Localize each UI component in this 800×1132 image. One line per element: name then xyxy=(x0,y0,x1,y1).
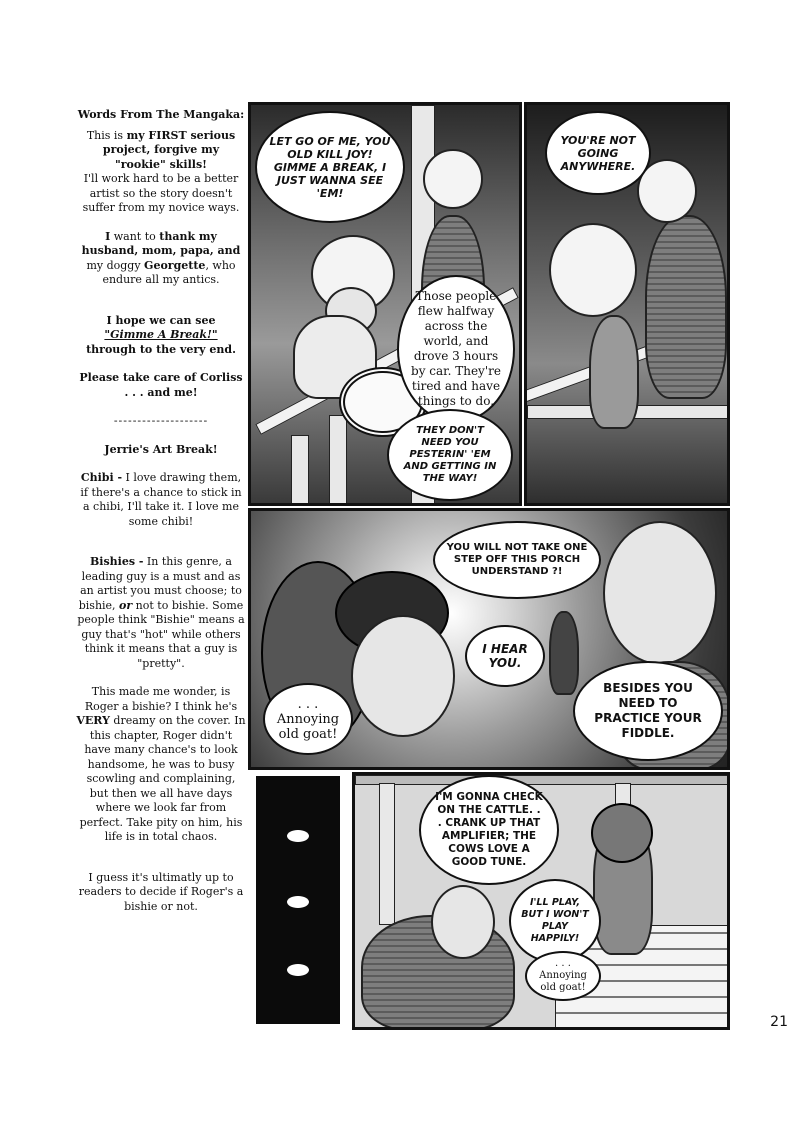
bubble-annoying-2-text: . . . Annoying old goat! xyxy=(539,958,587,993)
bubble-let-go-text: LET GO OF ME, YOU OLD KILL JOY! GIMME A BREAK, I JUST WANNA SEE 'EM! xyxy=(269,134,391,200)
thanks-mid2: my doggy xyxy=(86,258,145,272)
chibi-text: I love drawing them, if there's a chance to stick in a chibi, I'll take it. I love me some chibi! xyxy=(80,471,242,528)
bishies-text1: In this genre, a leading guy is a must and as an artist you must choose; to bishie, xyxy=(78,555,242,612)
thanks-bold2: Georgette xyxy=(144,258,206,272)
baluster xyxy=(329,415,347,506)
girl-curly-hair xyxy=(549,223,637,317)
bishies-or: or xyxy=(119,598,133,612)
wonder-very: VERY xyxy=(76,714,110,727)
bubble-those-people xyxy=(397,275,515,423)
bubble-fiddle xyxy=(573,661,723,761)
grandpa-figure xyxy=(645,215,727,399)
bubble-hear-you xyxy=(465,625,545,687)
baluster xyxy=(291,435,309,506)
chibi-label: Chibi - xyxy=(80,471,123,484)
notes-guess: I guess it's ultimatly up to readers to decide if Roger's a bishie or not. xyxy=(78,870,244,913)
notes-chibi xyxy=(76,471,246,529)
notes-wonder xyxy=(76,685,246,845)
mangaka-notes xyxy=(76,108,246,928)
notes-heading: Words From The Mangaka: xyxy=(77,108,245,121)
hope-bold: I hope we can see xyxy=(106,313,216,327)
panel-4 xyxy=(352,772,730,1030)
ellipsis-dot xyxy=(287,964,309,976)
chibi-girl-hair xyxy=(591,803,653,863)
notes-thanks xyxy=(76,230,246,288)
panel-1 xyxy=(248,102,522,506)
bubble-dont-need-text: THEY DON'T NEED YOU PESTERIN' 'EM AND GETTING IN THE WAY! xyxy=(403,425,497,484)
notes-intro xyxy=(76,129,246,216)
porch-roof xyxy=(355,775,729,785)
ellipsis-dot xyxy=(287,896,309,908)
thanks-post: , who endure all my antics. xyxy=(102,258,236,286)
bubble-let-go xyxy=(255,111,405,223)
bubble-fiddle-text: BESIDES YOU NEED TO PRACTICE YOUR FIDDLE. xyxy=(594,681,702,740)
bubble-annoying-dots: . . . xyxy=(297,696,319,712)
bubble-those-people-text: Those people flew halfway across the world, and drove 3 hours by car. They're tired and have things to do. xyxy=(411,289,501,408)
bishies-label: Bishies - xyxy=(90,555,144,568)
grandpa-head xyxy=(423,149,483,209)
girl-dangling xyxy=(589,315,639,429)
bubble-annoying xyxy=(263,683,353,755)
intro-bold: my FIRST serious project, forgive my "rookie" skills! xyxy=(102,128,236,171)
care-bold: Please take care of Corliss . . . and me! xyxy=(79,371,243,399)
notes-artbreak xyxy=(76,443,246,458)
bubble-porch xyxy=(433,521,601,599)
fiddle xyxy=(549,611,579,695)
porch-column xyxy=(379,783,395,925)
bishies-text2: not to bishie. Some people think "Bishie" means a guy that's "hot" while others think it means that a guy is "pretty". xyxy=(77,598,245,670)
thanks-pre: I xyxy=(105,229,111,243)
grandpa-face xyxy=(431,885,495,959)
bubble-cattle xyxy=(419,775,559,885)
bubble-not-going-text: YOU'RE NOT GOING ANYWHERE. xyxy=(560,133,636,173)
panel-time-skip xyxy=(256,776,340,1024)
girl-face xyxy=(351,615,455,737)
notes-hope xyxy=(76,314,246,358)
thanks-mid1: want to xyxy=(110,229,160,243)
notes-bishies xyxy=(76,555,246,671)
panel-3 xyxy=(248,508,730,770)
ellipsis-dot xyxy=(287,830,309,842)
notes-separator: -------------------- xyxy=(113,414,209,427)
bubble-porch-text: YOU WILL NOT TAKE ONE STEP OFF THIS PORCH UNDERSTAND ?! xyxy=(446,542,588,577)
notes-care xyxy=(76,371,246,400)
hope-end: through to the very end. xyxy=(86,342,236,356)
thanks-bold1: thank my husband, mom, papa, and xyxy=(81,229,241,257)
grandpa-face xyxy=(603,521,717,665)
panel-2 xyxy=(524,102,730,506)
bubble-dont-need xyxy=(387,409,513,501)
intro-pre: This is xyxy=(86,128,127,142)
bubble-annoying-text: Annoying old goat! xyxy=(276,711,340,742)
bubble-play-text: I'LL PLAY, BUT I WON'T PLAY HAPPILY! xyxy=(521,897,589,944)
bubble-annoying-2 xyxy=(525,951,601,1001)
bubble-hear-you-text: I HEAR YOU. xyxy=(482,642,528,670)
wonder-text2: dreamy on the cover. In this chapter, Roger didn't have many chance's to look handsome, he was to busy scowling and complaining, but then we all have days where we look far from perfect. Take pity on him, his life is in total chaos. xyxy=(79,714,246,843)
hope-title: "Gimme A Break!" xyxy=(104,328,218,341)
bubble-cattle-text: I'M GONNA CHECK ON THE CATTLE. . . CRANK UP THAT AMPLIFIER; THE COWS LOVE A GOOD TUNE. xyxy=(435,791,543,868)
intro-post: I'll work hard to be a better artist so the story doesn't suffer from my novice ways. xyxy=(82,172,240,214)
page-number: 21 xyxy=(770,1014,788,1030)
wonder-text1: This made me wonder, is Roger a bishie? I think he's xyxy=(84,685,238,713)
bubble-play xyxy=(509,879,601,963)
artbreak-title: Jerrie's Art Break! xyxy=(104,442,218,456)
bubble-not-going xyxy=(545,111,651,195)
